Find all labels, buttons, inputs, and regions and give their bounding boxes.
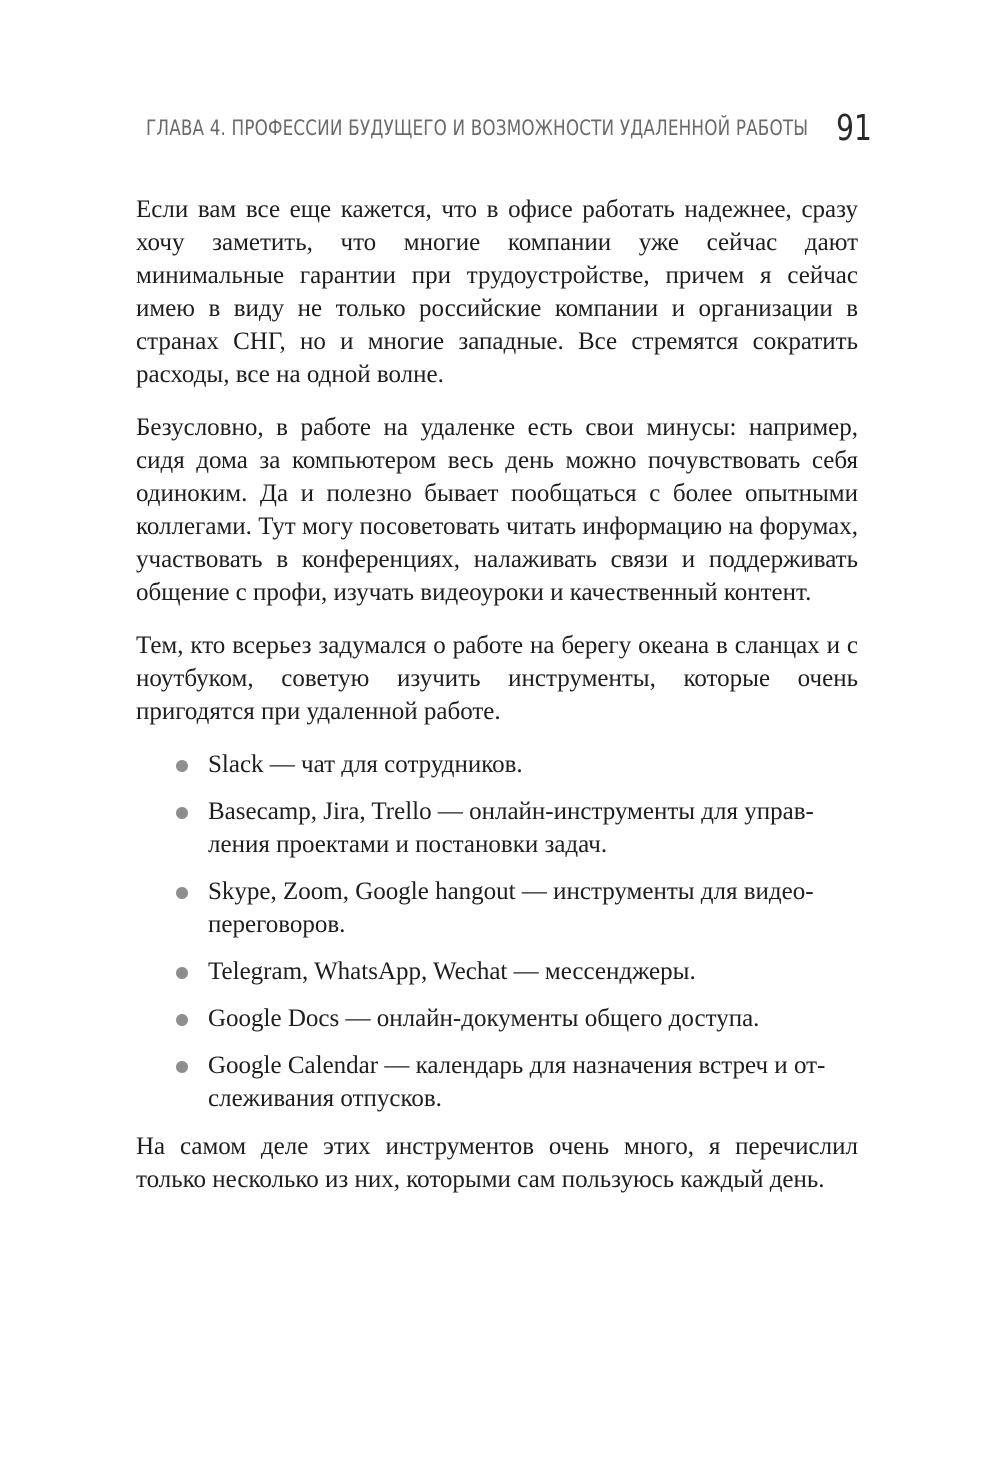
paragraph-office-guarantees: Если вам все еще кажется, что в офисе работать надежнее, сразу хочу заметить, что многие компании уже сейчас дают минимальные гарантии при трудоустройстве, причем я сейчас имею в виду не только российские компании и организации в странах СНГ, но и многие западные. Все стремятся сократить расходы, все на одной волне. — [136, 196, 858, 388]
list-item-text: Slack — чат для сотрудников. — [208, 751, 523, 778]
list-item — [136, 875, 858, 941]
list-item — [136, 1002, 858, 1035]
list-item — [136, 1049, 858, 1115]
paragraph-remote-downsides: Безусловно, в работе на удаленке есть свои минусы: например, сидя дома за компьютером весь день можно почувствовать себя одиноким. Да и полезно бывает пообщаться с более опытными коллегами. Тут могу посоветовать читать информацию на форумах, участвовать в конференциях, налаживать связи и поддерживать общение с профи, изучать видеоуроки и качественный контент. — [136, 414, 858, 606]
list-item-text: Basecamp, Jira, Trello — онлайн-инструменты для управления проектами и постановки задач. — [208, 798, 814, 858]
list-item — [136, 795, 858, 861]
list-item-text: Google Docs — онлайн-документы общего доступа. — [208, 1005, 760, 1032]
list-item — [136, 748, 858, 781]
bullet-icon — [176, 1014, 188, 1026]
body-text — [136, 193, 858, 1216]
bullet-icon — [176, 967, 188, 979]
page-number: 91 — [836, 108, 872, 149]
chapter-title: ГЛАВА 4. ПРОФЕССИИ БУДУЩЕГО И ВОЗМОЖНОСТИ УДАЛЕННОЙ РАБОТЫ — [146, 116, 809, 140]
bullet-icon — [176, 887, 188, 899]
bullet-icon — [176, 807, 188, 819]
list-item-text: Telegram, WhatsApp, Wechat — мессенджеры. — [208, 958, 696, 985]
list-item-text: Skype, Zoom, Google hangout — инструменты для видеопереговоров. — [208, 878, 814, 938]
bullet-icon — [176, 1061, 188, 1073]
running-head — [146, 108, 872, 152]
tools-list — [136, 748, 858, 1115]
paragraph-closing: На самом деле этих инструментов очень много, я перечислил только несколько из них, которыми сам пользуюсь каждый день. — [136, 1133, 858, 1193]
list-item — [136, 955, 858, 988]
bullet-icon — [176, 760, 188, 772]
list-item-text: Google Calendar — календарь для назначения встреч и отслеживания отпусков. — [208, 1052, 826, 1112]
paragraph-tools-intro: Тем, кто всерьез задумался о работе на берегу океана в сланцах и с ноутбуком, советую изучить инструменты, которые очень пригодятся при удаленной работе. — [136, 632, 858, 725]
